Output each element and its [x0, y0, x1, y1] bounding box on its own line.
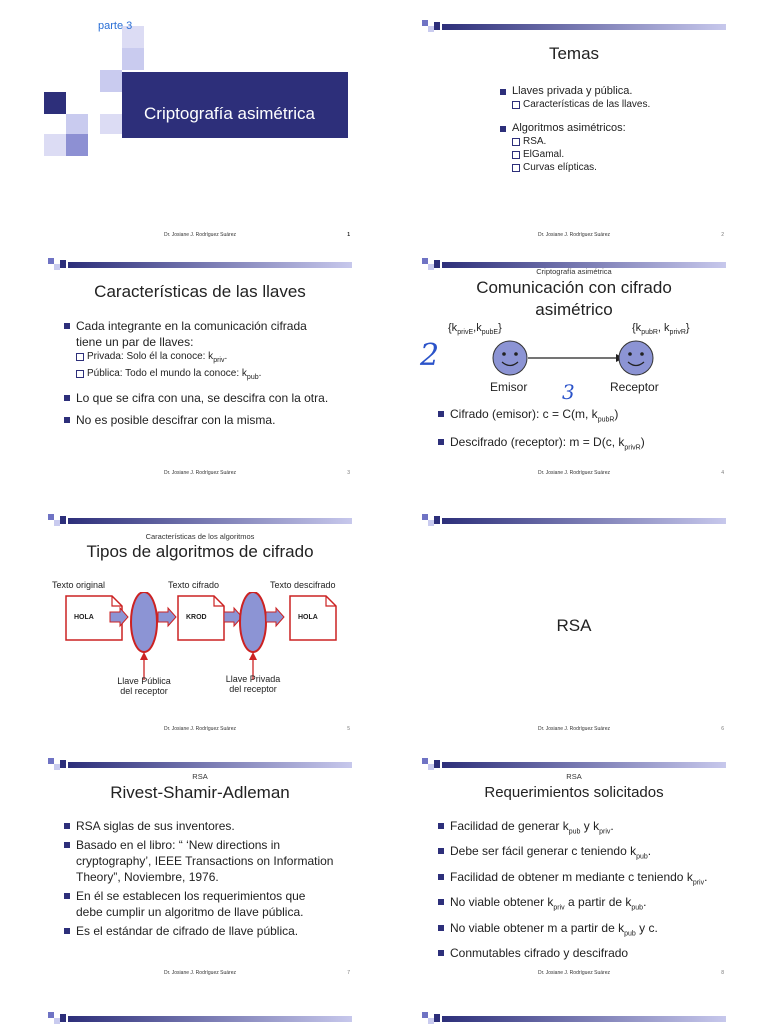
- list-item: Lo que se cifra con una, se descifra con la otra.: [64, 390, 334, 406]
- public-key-lock: [131, 592, 157, 652]
- sub-list-item: Privada: Solo él la conoce: $k_{priv}$.: [76, 350, 334, 367]
- list-item: RSA siglas de sus inventores.: [64, 818, 334, 834]
- list-item: No viable obtener $k_{priv}$ a partir de $k_{pub}$.: [438, 894, 718, 916]
- arrow-right-icon: [158, 608, 176, 626]
- slide-title-line-1: Comunicación con cifrado: [476, 278, 672, 297]
- sender-face-icon: [493, 341, 527, 375]
- doc-text: HOLA: [298, 614, 318, 621]
- key-arrow-head: [140, 652, 148, 660]
- public-key-label: Llave Pública del receptor: [117, 676, 171, 696]
- slide-2: [418, 14, 730, 244]
- header-bar: [44, 758, 356, 770]
- topics-list: [500, 84, 650, 180]
- list-item: Descifrado (receptor): m = D(c, $k_{privR}$): [438, 434, 723, 456]
- sub-list-item: Características de las llaves.: [512, 98, 650, 111]
- list-item: No viable obtener m a partir de $k_{pub}$ y c.: [438, 920, 718, 942]
- header-bar: [418, 514, 730, 526]
- footer-author: Dr. Josiane J. Rodríguez Suárez: [538, 726, 610, 732]
- page-number: 6: [721, 726, 724, 732]
- page-number: 5: [347, 726, 350, 732]
- list-item: Debe ser fácil generar c teniendo $k_{pub}$.: [438, 843, 718, 865]
- sub-list-item: RSA.: [512, 135, 650, 148]
- list-item: Algoritmos asimétricos: RSA. ElGamal. Curvas elípticas.: [500, 121, 650, 174]
- doc-text: KROD: [186, 614, 207, 621]
- slide-title: Tipos de algoritmos de cifrado: [86, 542, 314, 561]
- requirements-list: [438, 818, 718, 967]
- slide-subtitle: RSA: [566, 772, 582, 781]
- slide-8: [418, 752, 730, 982]
- slide-6: [418, 508, 730, 738]
- cipher-flow-diagram: [44, 592, 356, 682]
- list-item: Cada integrante en la comunicación cifrada tiene un par de llaves: Privada: Solo él la conoce: $k_{priv}$. Pública: Todo el mundo la conoce: $k_{pub}$.: [64, 318, 334, 384]
- list-item: Basado en el libro: “ ‘New directions in cryptography’, IEEE Transactions on Information Theory”, Noviembre, 1976.: [64, 837, 334, 885]
- footer-author: Dr. Josiane J. Rodríguez Suárez: [538, 232, 610, 238]
- footer-author: Dr. Josiane J. Rodríguez Suárez: [164, 232, 236, 238]
- bullet-list: [64, 318, 334, 434]
- slide-title: Criptografía asimétrica: [144, 104, 316, 123]
- header-bar: [418, 758, 730, 770]
- footer-author: Dr. Josiane J. Rodríguez Suárez: [164, 470, 236, 476]
- handwritten-2: 2: [420, 338, 440, 373]
- receiver-keys: {$k_{pubR}$, $k_{privR}$}: [632, 322, 690, 337]
- title-decoration: [44, 14, 356, 244]
- handwritten-3: 3: [562, 380, 575, 404]
- bullet-list: [438, 406, 723, 463]
- sub-list-item: Curvas elípticas.: [512, 161, 650, 174]
- list-item: Cifrado (emisor): c = C(m, $k_{pubR}$): [438, 406, 723, 428]
- sub-list-item: ElGamal.: [512, 148, 650, 161]
- receiver-face-icon: [619, 341, 653, 375]
- sender-keys: $\{k_{privE},k_{pubE}\}$: [448, 322, 502, 337]
- sender-label: Emisor: [490, 380, 528, 394]
- list-item: Conmutables cifrado y descifrado: [438, 945, 718, 961]
- list-item: En él se establecen los requerimientos que debe cumplir un algoritmo de llave pública.: [64, 888, 334, 920]
- label-decrypted-text: Texto descifrado: [270, 580, 336, 590]
- page-number: 3: [347, 470, 350, 476]
- slide-subtitle: RSA: [192, 772, 208, 781]
- label-cipher-text: Texto cifrado: [168, 580, 220, 590]
- private-key-label: Llave Privada del receptor: [225, 674, 281, 694]
- private-key-lock: [240, 592, 266, 652]
- page-number: 1: [347, 232, 350, 238]
- bullet-list: [64, 818, 334, 945]
- list-item: Es el estándar de cifrado de llave pública.: [64, 923, 334, 939]
- footer-author: Dr. Josiane J. Rodríguez Suárez: [538, 470, 610, 476]
- header-bar: [44, 514, 356, 526]
- slide-subtitle: Criptografía asimétrica: [536, 267, 612, 276]
- list-item: Facilidad de obtener m mediante c teniendo $k_{priv}$.: [438, 869, 718, 891]
- arrow-right-icon: [266, 608, 284, 626]
- footer-author: Dr. Josiane J. Rodríguez Suárez: [164, 970, 236, 976]
- next-slide-header-right: [418, 1012, 730, 1024]
- page-number: 4: [721, 470, 724, 476]
- slide-4: [418, 252, 730, 482]
- page-number: 2: [721, 232, 724, 238]
- slide-title: Requerimientos solicitados: [484, 784, 664, 801]
- slide-title: Características de las llaves: [94, 282, 306, 301]
- slide-title: RSA: [556, 616, 592, 635]
- sub-list-item: Pública: Todo el mundo la conoce: $k_{pub}$.: [76, 367, 334, 384]
- slide-5: [44, 508, 356, 738]
- header-bar: [44, 258, 356, 270]
- list-item: Facilidad de generar $k_{pub}$ y $k_{priv}$.: [438, 818, 718, 840]
- part-label: parte 3: [98, 20, 133, 32]
- slide-1: [44, 14, 356, 244]
- list-item: Llaves privada y pública. Características de las llaves.: [500, 84, 650, 111]
- page-number: 8: [721, 970, 724, 976]
- slide-title: Rivest-Shamir-Adleman: [110, 783, 290, 802]
- slide-7: [44, 752, 356, 982]
- doc-text: HOLA: [74, 614, 94, 621]
- communication-diagram: [418, 336, 730, 416]
- list-item: No es posible descifrar con la misma.: [64, 412, 334, 428]
- slide-subtitle: Características de los algoritmos: [145, 532, 255, 541]
- page-number: 7: [347, 970, 350, 976]
- key-arrow-head: [249, 652, 257, 660]
- footer-author: Dr. Josiane J. Rodríguez Suárez: [164, 726, 236, 732]
- header-bar: [418, 20, 730, 32]
- slide-3: [44, 252, 356, 482]
- next-slide-header-left: [44, 1012, 356, 1024]
- footer-author: Dr. Josiane J. Rodríguez Suárez: [538, 970, 610, 976]
- receiver-label: Receptor: [610, 380, 659, 394]
- slide-title-line-2: asimétrico: [535, 300, 613, 319]
- slide-title: Temas: [548, 44, 600, 63]
- label-original-text: Texto original: [52, 580, 106, 590]
